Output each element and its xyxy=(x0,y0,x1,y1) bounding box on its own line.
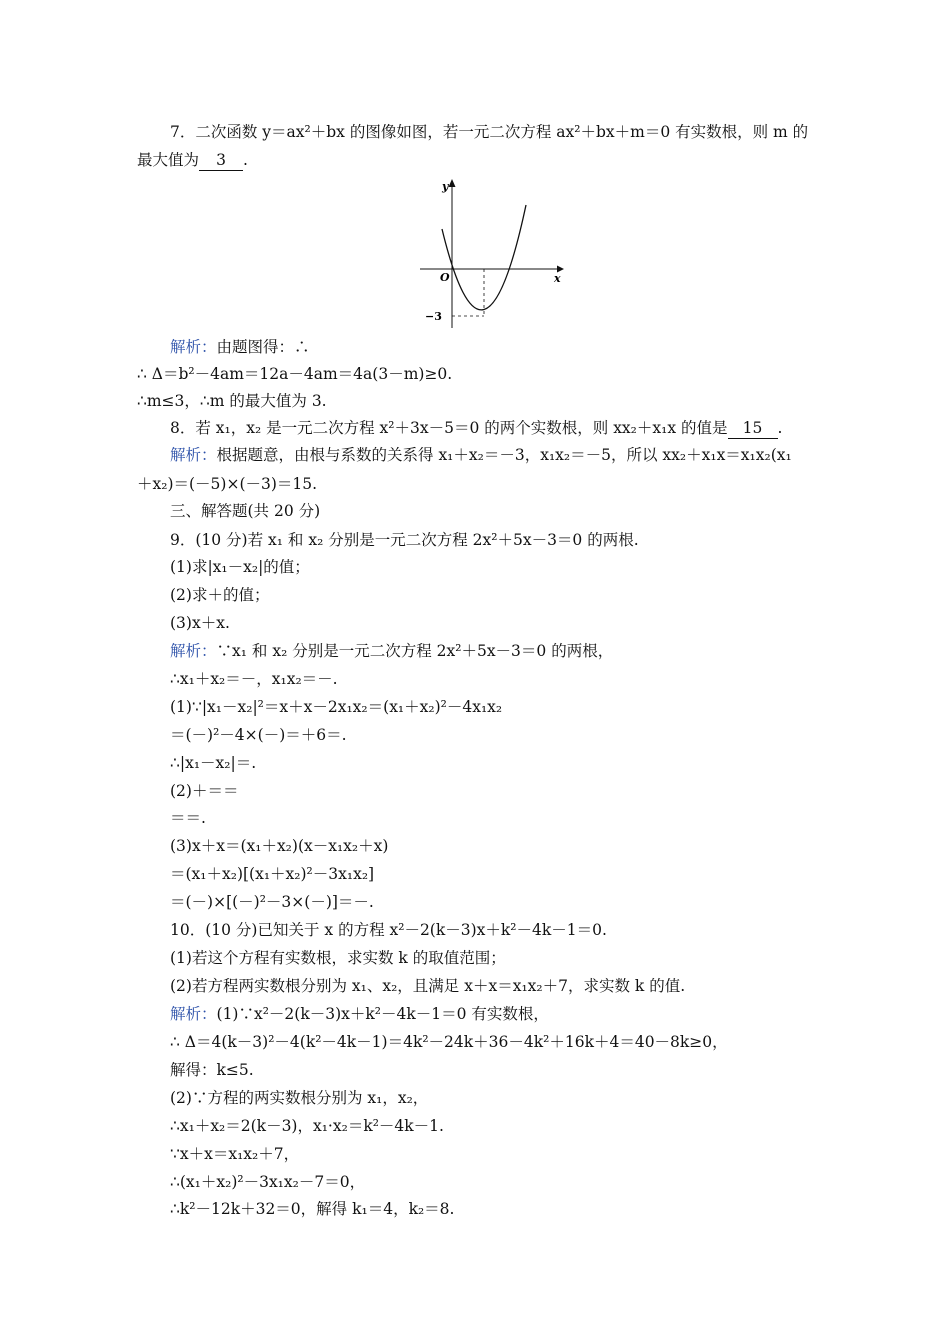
q9-part2: (2)求＋的值； xyxy=(170,586,270,604)
q9-solution-line1 xyxy=(170,641,860,661)
q9-solution-line5: ∴|x₁－x₂|＝. xyxy=(170,754,257,772)
q7-line1: 7．二次函数 y＝ax²＋bx 的图像如图，若一元二次方程 ax²＋bx＋m＝0 有实数根，则 m 的 xyxy=(170,123,809,141)
q8-text: 8．若 x₁，x₂ 是一元二次方程 x²＋3x－5＝0 的两个实数根，则 xx₂＋x₁x 的值是 xyxy=(170,419,728,437)
q9-part3: (3)x＋x. xyxy=(170,614,230,632)
q7-solution-line1 xyxy=(170,337,860,357)
q10-solution-line8: ∴k²－12k＋32＝0，解得 k₁＝4，k₂＝8. xyxy=(170,1200,455,1218)
q10-solution-line2: ∴ Δ＝4(k－3)²－4(k²－4k－1)＝4k²－24k＋36－4k²＋16k＋4＝40－8k≥0， xyxy=(170,1033,728,1051)
q7-solution-line3: ∴m≤3，∴m 的最大值为 3. xyxy=(137,392,327,410)
q8-end: . xyxy=(777,419,783,437)
solution-label: 解析： xyxy=(170,1005,217,1023)
q9-solution-line3: (1)∵|x₁－x₂|²＝x＋x－2x₁x₂＝(x₁＋x₂)²－4x₁x₂ xyxy=(170,698,503,716)
q9-solution-line4: ＝(－)²－4×(－)＝＋6＝. xyxy=(170,726,347,744)
q10-stem: 10．(10 分)已知关于 x 的方程 x²－2(k－3)x＋k²－4k－1＝0. xyxy=(170,921,607,939)
q9-solution-line6: (2)＋＝＝ xyxy=(170,782,239,800)
q10-solution-line4: (2)∵方程的两实数根分别为 x₁，x₂， xyxy=(170,1089,429,1107)
q9-solution-text: ∵x₁ 和 x₂ 分别是一元二次方程 2x²＋5x－3＝0 的两根， xyxy=(216,642,614,660)
q7-answer: 3 xyxy=(199,150,243,171)
origin-label: O xyxy=(440,271,450,284)
q8-answer: 15 xyxy=(728,418,778,439)
q10-part1: (1)若这个方程有实数根，求实数 k 的取值范围； xyxy=(170,949,506,967)
q10-solution-line7: ∴(x₁＋x₂)²－3x₁x₂－7＝0， xyxy=(170,1173,366,1191)
solution-label: 解析： xyxy=(170,446,217,464)
q10-solution-line3: 解得：k≤5. xyxy=(170,1061,254,1079)
q7-solution-line2: ∴ Δ＝b²－4am＝12a－4am＝4a(3－m)≥0. xyxy=(137,365,453,383)
q9-solution-line8: (3)x＋x＝(x₁＋x₂)(x－x₁x₂＋x) xyxy=(170,837,389,855)
section-heading: 三、解答题(共 20 分) xyxy=(170,502,321,520)
q9-part1: (1)求|x₁－x₂|的值； xyxy=(170,558,310,576)
q10-solution-line5: ∴x₁＋x₂＝2(k－3)，x₁·x₂＝k²－4k－1. xyxy=(170,1117,444,1135)
y-axis-label: y xyxy=(442,180,449,193)
q7-solution-text: 由题图得：∴ xyxy=(216,338,310,356)
q7-line2-end: . xyxy=(243,151,248,169)
parabola-graph xyxy=(420,178,565,328)
q9-solution-line7: ＝＝. xyxy=(170,809,206,827)
q8-solution-line1 xyxy=(170,445,860,465)
solution-label: 解析： xyxy=(170,338,217,356)
x-axis-label: x xyxy=(554,272,561,285)
solution-label: 解析： xyxy=(170,642,217,660)
y-axis-arrow xyxy=(449,179,456,187)
q8-line xyxy=(170,418,860,439)
q9-solution-line10: ＝(－)×[(－)²－3×(－)]＝－. xyxy=(170,893,374,911)
q10-solution-line1 xyxy=(170,1004,860,1024)
q10-solution-line6: ∵x＋x＝x₁x₂＋7， xyxy=(170,1145,300,1163)
q10-solution-text: (1)∵x²－2(k－3)x＋k²－4k－1＝0 有实数根， xyxy=(216,1005,549,1023)
q8-solution-text: 根据题意，由根与系数的关系得 x₁＋x₂＝－3，x₁x₂＝－5，所以 xx₂＋x₁x＝x₁x₂(x₁ xyxy=(216,446,792,464)
q9-solution-line2: ∴x₁＋x₂＝－，x₁x₂＝－. xyxy=(170,670,338,688)
y-tick-label: −3 xyxy=(425,310,442,323)
q9-solution-line9: ＝(x₁＋x₂)[(x₁＋x₂)²－3x₁x₂] xyxy=(170,865,375,883)
q10-part2: (2)若方程两实数根分别为 x₁、x₂，且满足 x＋x＝x₁x₂＋7，求实数 k 的值. xyxy=(170,977,686,995)
q8-solution-line2: ＋x₂)＝(－5)×(－3)＝15. xyxy=(137,475,318,493)
q7-line2-text: 最大值为 xyxy=(137,151,200,169)
q9-stem: 9．(10 分)若 x₁ 和 x₂ 分别是一元二次方程 2x²＋5x－3＝0 的两根. xyxy=(170,531,639,549)
q7-line2 xyxy=(137,150,827,171)
